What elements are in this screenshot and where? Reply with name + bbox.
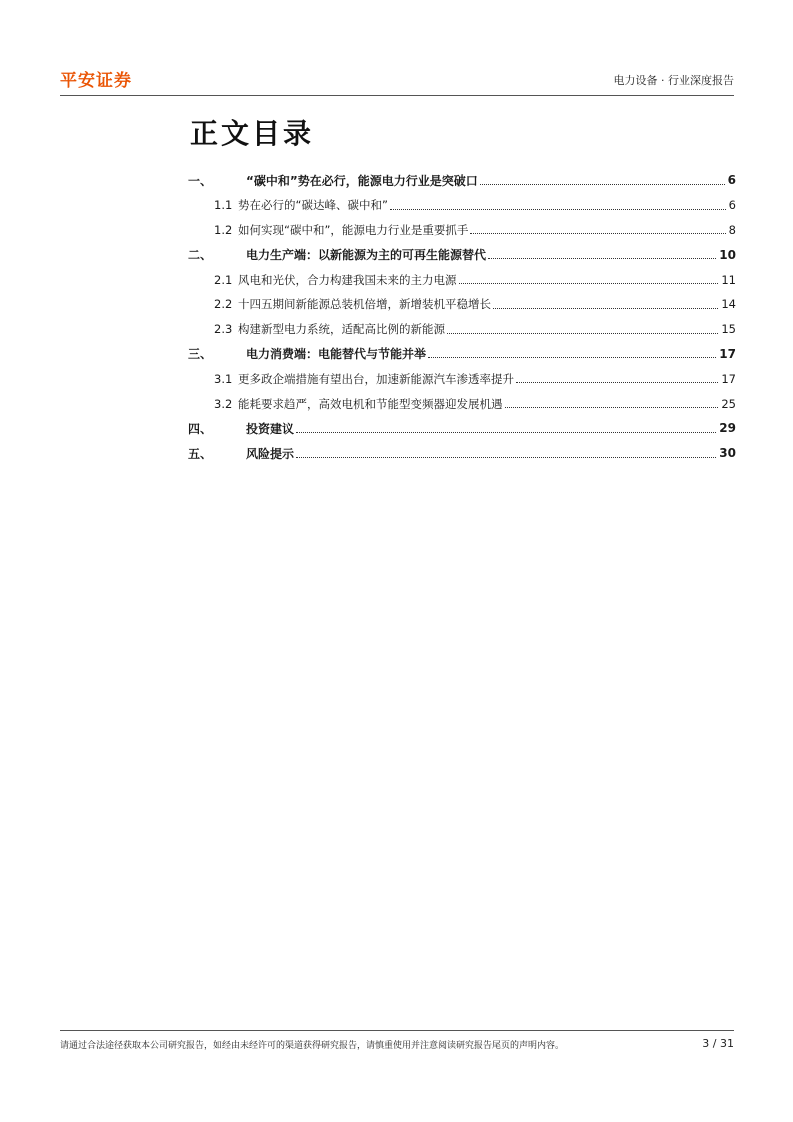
table-of-contents — [186, 168, 736, 466]
toc-entry-text: 电力消费端：电能替代与节能并举 — [246, 347, 427, 362]
toc-number: 四、 — [188, 421, 213, 436]
toc-leader-dots — [459, 283, 719, 284]
toc-entry-text: “碳中和”势在必行，能源电力行业是突破口 — [246, 173, 478, 188]
toc-entry-text: 电力生产端：以新能源为主的可再生能源替代 — [246, 248, 487, 263]
toc-leader-dots — [428, 357, 716, 358]
toc-page-number: 29 — [719, 421, 736, 436]
toc-entry-text: 风险提示 — [246, 446, 295, 461]
toc-number: 三、 — [188, 347, 213, 362]
toc-leader-dots — [447, 333, 718, 334]
footer-disclaimer: 请通过合法途径获取本公司研究报告，如经由未经许可的渠道获得研究报告，请慎重使用并注意阅读研究报告尾页的声明内容。 — [60, 1041, 565, 1051]
toc-entry-text: 更多政企端措施有望出台，加速新能源汽车渗透率提升 — [238, 371, 514, 386]
toc-page-number: 11 — [721, 272, 736, 287]
toc-page-number: 14 — [721, 297, 736, 312]
toc-subsection-row[interactable] — [186, 218, 736, 243]
toc-page-number: 15 — [721, 322, 736, 337]
toc-leader-dots — [296, 457, 716, 458]
toc-subsection-row[interactable] — [186, 391, 736, 416]
toc-leader-dots — [470, 233, 725, 234]
toc-leader-dots — [505, 407, 719, 408]
toc-leader-dots — [493, 308, 718, 309]
page-number: 3 / 31 — [702, 1037, 734, 1050]
toc-number: 2.1 — [214, 272, 233, 287]
toc-entry-text: 势在必行的“碳达峰、碳中和” — [238, 198, 388, 213]
footer-divider — [60, 1030, 734, 1031]
toc-leader-dots — [516, 382, 718, 383]
toc-entry-text: 投资建议 — [246, 421, 295, 436]
toc-subsection-row[interactable] — [186, 366, 736, 391]
toc-number: 2.2 — [214, 297, 233, 312]
toc-number: 二、 — [188, 248, 213, 263]
toc-entry-text: 能耗要求趋严，高效电机和节能型变频器迎发展机遇 — [238, 396, 503, 411]
toc-leader-dots — [390, 209, 726, 210]
toc-page-number: 10 — [719, 247, 736, 262]
toc-subsection-row[interactable] — [186, 317, 736, 342]
header-divider — [60, 95, 734, 96]
toc-leader-dots — [488, 258, 716, 259]
toc-page-number: 25 — [721, 396, 736, 411]
toc-page-number: 6 — [728, 198, 736, 213]
toc-entry-text: 构建新型电力系统，适配高比例的新能源 — [238, 322, 445, 337]
toc-subsection-row[interactable] — [186, 292, 736, 317]
page-header — [60, 66, 734, 96]
toc-page-number: 30 — [719, 446, 736, 461]
toc-section-row[interactable] — [186, 168, 736, 193]
toc-number: 五、 — [188, 446, 213, 461]
toc-leader-dots — [480, 184, 725, 185]
toc-page-number: 8 — [728, 222, 736, 237]
toc-entry-text: 十四五期间新能源总装机倍增，新增装机平稳增长 — [238, 297, 491, 312]
toc-number: 一、 — [188, 173, 213, 188]
toc-section-row[interactable] — [186, 242, 736, 267]
toc-page-number: 17 — [721, 371, 736, 386]
toc-number: 1.1 — [214, 198, 233, 213]
report-category: 电力设备 · 行业深度报告 — [613, 74, 734, 87]
page-footer — [60, 1038, 734, 1051]
toc-subsection-row[interactable] — [186, 267, 736, 292]
company-logo: 平安证券 — [60, 71, 132, 91]
toc-number: 3.2 — [214, 396, 233, 411]
toc-section-row[interactable] — [186, 342, 736, 367]
toc-number: 2.3 — [214, 322, 233, 337]
toc-section-row[interactable] — [186, 441, 736, 466]
toc-leader-dots — [296, 432, 716, 433]
toc-subsection-row[interactable] — [186, 193, 736, 218]
toc-number: 1.2 — [214, 222, 233, 237]
toc-entry-text: 风电和光伏，合力构建我国未来的主力电源 — [238, 272, 457, 287]
toc-number: 3.1 — [214, 371, 233, 386]
toc-page-number: 17 — [719, 346, 736, 361]
page-title: 正文目录 — [190, 117, 315, 150]
toc-page-number: 6 — [727, 173, 736, 188]
toc-section-row[interactable] — [186, 416, 736, 441]
toc-entry-text: 如何实现“碳中和”，能源电力行业是重要抓手 — [238, 222, 469, 237]
